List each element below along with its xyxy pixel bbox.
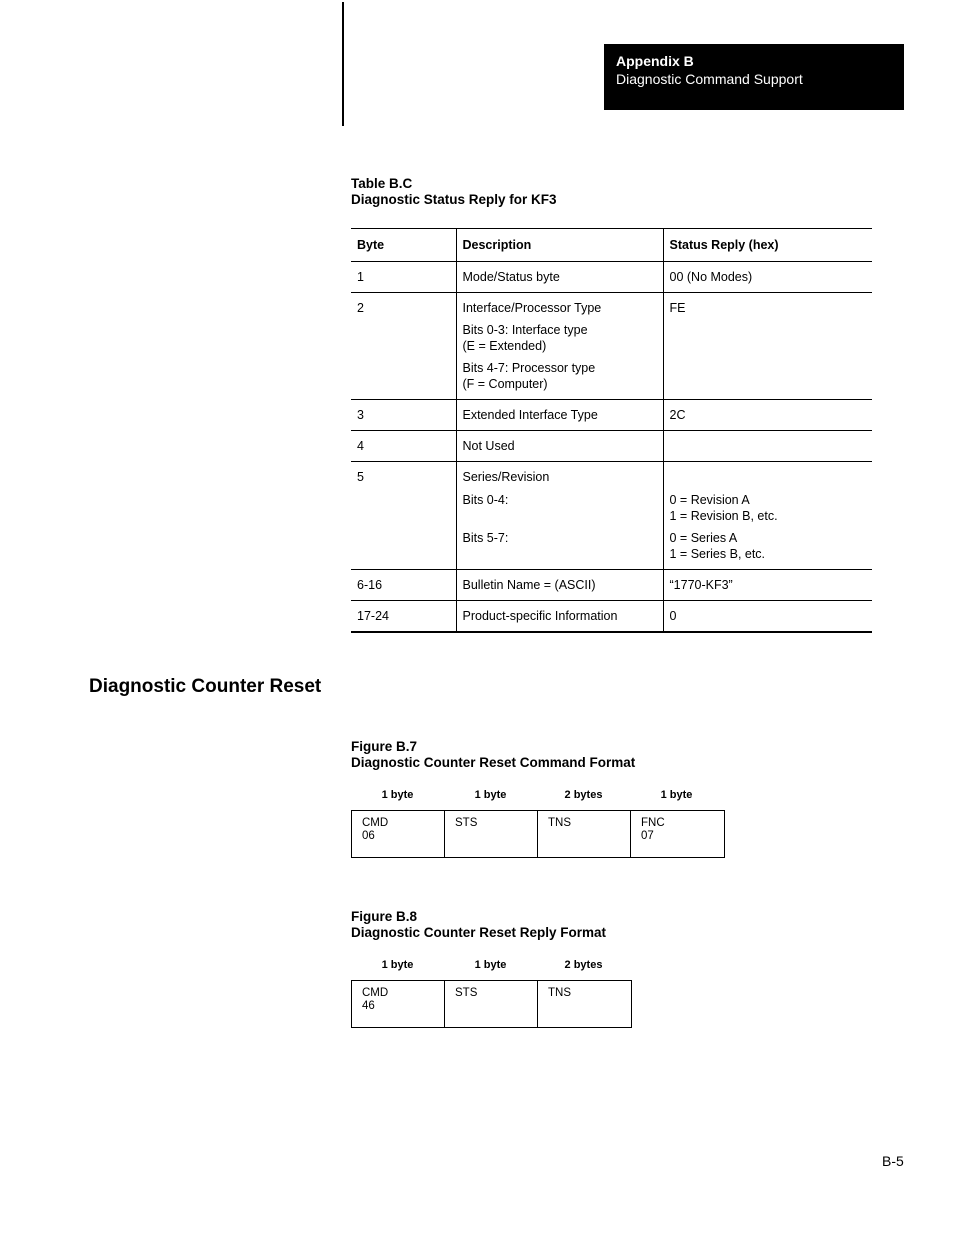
byte-size-label: 1 byte [381, 959, 414, 971]
field-name: TNS [548, 987, 571, 999]
cell-byte: 5 [351, 462, 456, 570]
table-label: Table B.C [351, 176, 413, 191]
header-status-reply: Status Reply (hex) [663, 229, 872, 262]
byte-size-label: 2 bytes [564, 789, 603, 801]
table-row [351, 431, 872, 462]
table-header-row [351, 229, 872, 262]
table-row [351, 293, 872, 400]
description-bits-line: (E = Extended) [462, 339, 547, 353]
figure-title: Diagnostic Counter Reset Command Format [351, 755, 636, 770]
byte-size-label: 2 bytes [564, 959, 603, 971]
header-byte: Byte [351, 229, 456, 262]
cell-reply: 00 (No Modes) [669, 270, 753, 284]
cell-description [456, 293, 663, 400]
cell-byte: 1 [351, 262, 456, 293]
section-title: Diagnostic Counter Reset [89, 676, 322, 697]
field-name: STS [455, 817, 478, 829]
field-tns [538, 981, 631, 1027]
figure-b7-byte-sizes [351, 789, 725, 803]
field-name: TNS [548, 817, 571, 829]
field-tns [538, 811, 631, 857]
description-bits-line: (F = Computer) [462, 377, 548, 391]
header-description: Description [456, 229, 663, 262]
figure-b8-caption [351, 909, 606, 941]
cell-reply: “1770-KF3” [669, 578, 733, 592]
figure-title: Diagnostic Counter Reset Reply Format [351, 925, 607, 940]
cell-description: Extended Interface Type [456, 400, 663, 431]
cell-byte: 4 [351, 431, 456, 462]
appendix-header [604, 44, 904, 110]
reply-line: 0 = Revision A [669, 493, 750, 507]
field-sts [445, 981, 538, 1027]
cell-reply [663, 462, 872, 570]
description-bits-line: Bits 4-7: Processor type [462, 361, 596, 375]
figure-b8-reply-format [351, 980, 632, 1028]
field-name: CMD [362, 987, 389, 999]
table-row [351, 462, 872, 570]
field-name: STS [455, 987, 478, 999]
description-bits-line: Bits 0-3: Interface type [462, 323, 588, 337]
field-value: 07 [641, 830, 654, 842]
reply-line: 1 = Revision B, etc. [669, 509, 778, 523]
field-name: CMD [362, 817, 389, 829]
table-row [351, 262, 872, 293]
byte-size-label: 1 byte [660, 789, 693, 801]
table-row [351, 570, 872, 601]
cell-description: Not Used [456, 431, 663, 462]
reply-line: 1 = Series B, etc. [669, 547, 766, 561]
cell-reply: 2C [669, 408, 686, 422]
description-bits-line: Bits 0-4: [462, 493, 509, 507]
byte-size-label: 1 byte [381, 789, 414, 801]
cell-description: Product-specific Information [456, 601, 663, 633]
cell-reply: 0 [669, 609, 677, 623]
field-fnc [631, 811, 724, 857]
appendix-label: Appendix B [616, 53, 694, 69]
description-main: Interface/Processor Type [462, 301, 602, 315]
margin-rule [342, 2, 344, 126]
table-caption [351, 176, 557, 208]
byte-size-label: 1 byte [474, 789, 507, 801]
cell-description: Bulletin Name = (ASCII) [456, 570, 663, 601]
byte-size-label: 1 byte [474, 959, 507, 971]
cell-byte: 6-16 [351, 570, 456, 601]
diagnostic-status-table [351, 228, 872, 633]
cell-reply [663, 431, 872, 462]
figure-b8-byte-sizes [351, 959, 632, 973]
cell-byte: 3 [351, 400, 456, 431]
appendix-subtitle: Diagnostic Command Support [616, 71, 803, 87]
field-name: FNC [641, 817, 665, 829]
field-cmd [352, 981, 445, 1027]
table-row [351, 601, 872, 633]
description-bits-line: Bits 5-7: [462, 531, 509, 545]
cell-description [456, 462, 663, 570]
figure-b7-caption [351, 739, 635, 771]
page-number: B-5 [882, 1153, 904, 1169]
cell-reply: FE [669, 301, 686, 315]
reply-line: 0 = Series A [669, 531, 738, 545]
field-cmd [352, 811, 445, 857]
figure-label: Figure B.8 [351, 909, 418, 924]
cell-byte: 2 [351, 293, 456, 400]
field-value: 46 [362, 1000, 375, 1012]
description-main: Series/Revision [462, 470, 550, 484]
table-title: Diagnostic Status Reply for KF3 [351, 192, 557, 207]
table-row [351, 400, 872, 431]
cell-description: Mode/Status byte [456, 262, 663, 293]
cell-byte: 17-24 [351, 601, 456, 633]
field-sts [445, 811, 538, 857]
figure-b7-command-format [351, 810, 725, 858]
figure-label: Figure B.7 [351, 739, 418, 754]
field-value: 06 [362, 830, 375, 842]
